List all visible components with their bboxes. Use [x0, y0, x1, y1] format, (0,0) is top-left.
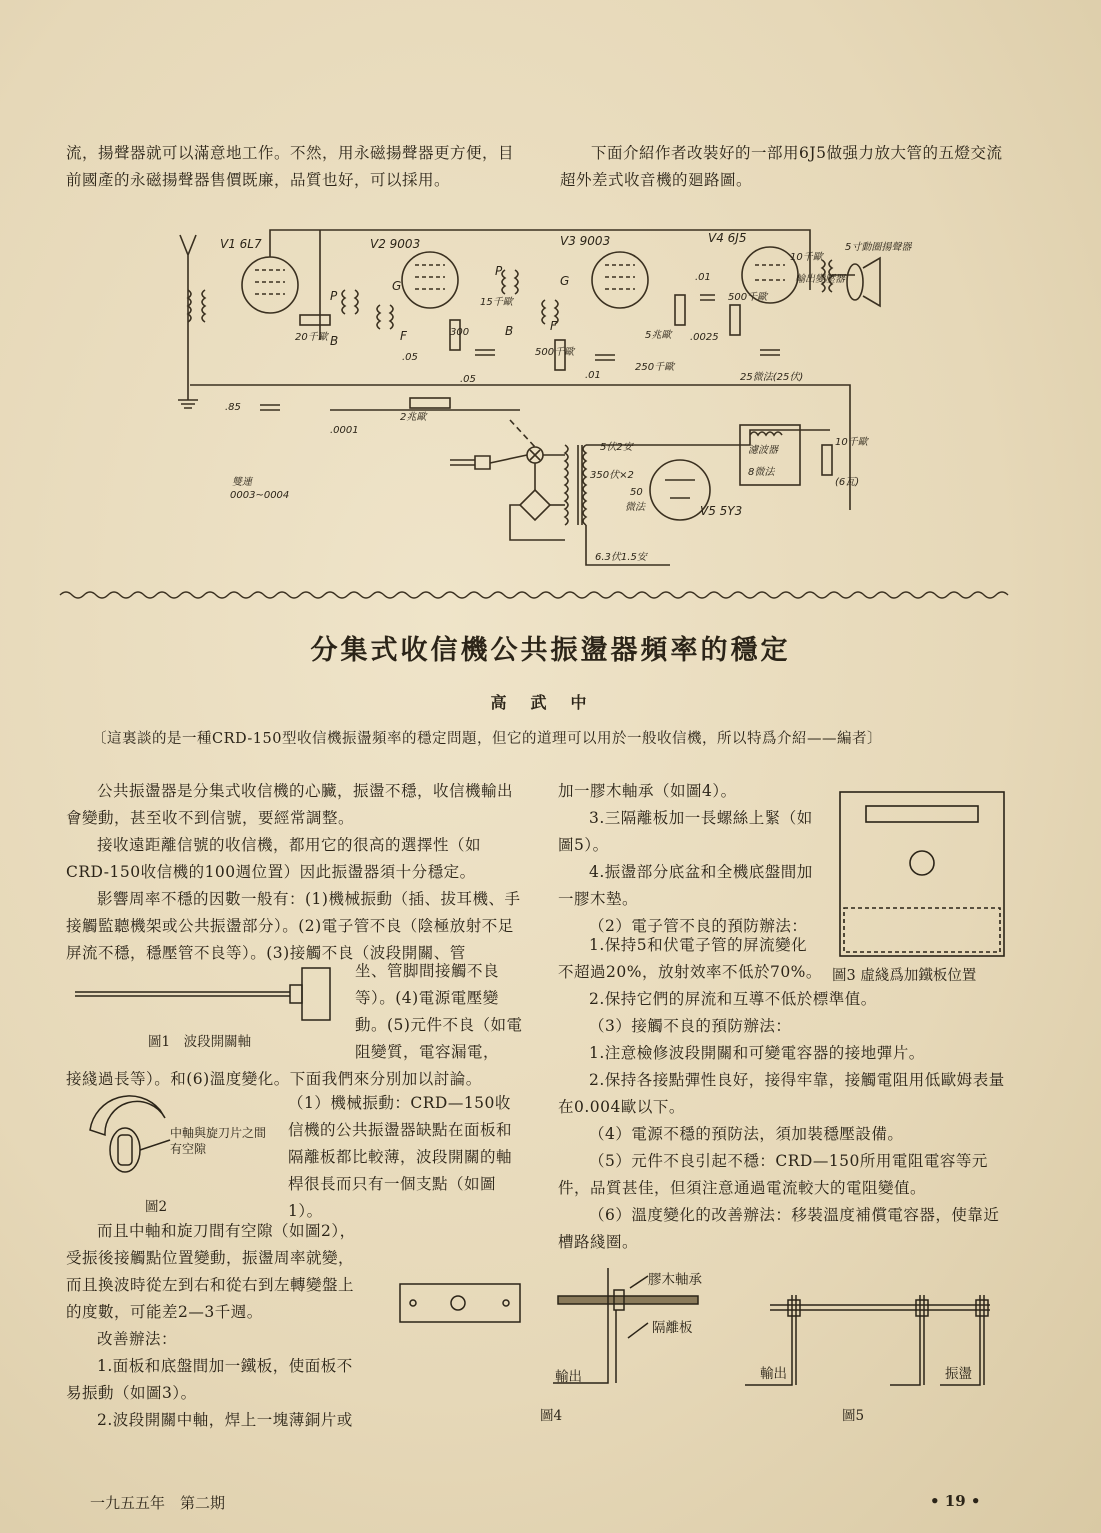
right-p3: 4.振盪部分底盆和全機底盤間加一膠木墊。: [558, 863, 813, 908]
figure-3-panel: [838, 790, 1008, 960]
label-r15k: 15千歐: [480, 297, 513, 308]
right-p9: 2.保持各接點彈性良好，接得牢靠，接觸電阻用低歐姆表量在0.004歐以下。: [558, 1071, 1005, 1116]
label-c50: 50: [630, 487, 643, 498]
figure-2-label: 中軸與旋刀片之間有空隙: [170, 1126, 267, 1156]
label-r20k: 20千歐: [295, 332, 328, 343]
intro-left-paragraph: 流，揚聲器就可以滿意地工作。不然，用永磁揚聲器更方便，目前國產的永磁揚聲器售價既廉，品質也好，可以採用。: [66, 144, 515, 189]
right-p8: 1.注意檢修波段開關和可變電容器的接地彈片。: [589, 1044, 925, 1062]
footer-issue: 一九五五年 第二期: [90, 1494, 226, 1512]
figure-4-label-bearing: 膠木軸承: [648, 1272, 702, 1288]
label-v2: V2 9003: [370, 237, 421, 251]
right-p6: 2.保持它們的屏流和互導不低於標準值。: [589, 990, 877, 1008]
left-p6: 改善辦法：: [97, 1330, 178, 1348]
figure-3-caption: 圖3 虛綫爲加鐵板位置: [832, 968, 977, 984]
label-r250k: 250千歐: [635, 362, 675, 373]
label-r300: 300: [450, 327, 470, 338]
left-p2: 接收遠距離信號的收信機，都用它的很高的選擇性（如CRD-150收信機的100週位置）因此振盪器須十分穩定。: [66, 836, 482, 881]
right-p11: （5）元件不良引起不穩：CRD—150所用電阻電容等元件，品質甚佳，但須注意通過電流較大的電阻變值。: [558, 1152, 988, 1197]
label-filter2: 8微法: [748, 467, 775, 478]
label-b1: B: [330, 334, 339, 348]
label-r500: 500千歐: [728, 292, 768, 303]
label-p1: P: [330, 289, 338, 303]
label-c0001: .0001: [330, 425, 359, 436]
figure-1-shaft: [70, 960, 340, 1020]
label-out: 輸出變壓器: [795, 274, 845, 285]
label-c01b: .01: [695, 272, 711, 283]
label-v3: V3 9003: [560, 234, 611, 248]
label-c01a: .01: [585, 370, 601, 381]
label-r2m: 2兆歐: [400, 412, 427, 423]
label-filter: 濾波器: [748, 445, 778, 456]
label-v5: V5 5Y3: [700, 504, 743, 518]
label-cap25: 25微法(25伏): [740, 372, 804, 383]
article-author: 高武中: [490, 693, 611, 712]
right-p1: 加一膠木軸承（如圖4）。: [558, 782, 737, 800]
right-p12: （6）溫度變化的改善辦法：移裝溫度補償電容器，使靠近槽路綫圈。: [558, 1206, 1000, 1251]
figure-4-caption: 圖4: [540, 1408, 563, 1424]
right-p4: （2）電子管不良的預防辦法：: [589, 917, 808, 935]
label-b2: B: [505, 324, 514, 338]
wavy-divider: [60, 588, 1010, 602]
figure-1-caption: 圖1 波段開關軸: [148, 1034, 252, 1050]
label-p2: P: [495, 264, 503, 278]
panel-plate-figure: [398, 1282, 523, 1324]
left-p3b: 坐、管脚間接觸不良等）。(4)電源電壓變動。(5)元件不良（如電阻變質，電容漏電，: [355, 962, 523, 1061]
article-title: 分集式收信機公共振盪器頻率的穩定: [310, 635, 791, 666]
label-v4: V4 6J5: [708, 231, 747, 245]
figure-5-partitions: [740, 1280, 1010, 1400]
label-c0025: .0025: [690, 332, 719, 343]
label-f2: F: [550, 319, 557, 333]
label-t5v: 5伏2安: [600, 442, 633, 453]
right-p7: （3）接觸不良的預防辦法：: [589, 1017, 792, 1035]
right-column-lower: [558, 986, 1008, 1256]
label-t63: 6.3伏1.5安: [595, 552, 647, 563]
right-p2: 3.三隔離板加一長螺絲上緊（如圖5）。: [558, 809, 813, 854]
figure-5-label-output: 輸出: [760, 1366, 787, 1382]
circuit-schematic: [150, 220, 912, 590]
label-r6w: (6瓦): [835, 477, 860, 488]
label-c05b: .05: [460, 374, 476, 385]
left-p3c: 接綫過長等）。和(6)溫度變化。下面我們來分別加以討論。: [66, 1070, 482, 1088]
figure-2-caption: 圖2: [145, 1199, 168, 1215]
left-p5: 而且中軸和旋刀間有空隙（如圖2），受振後接觸點位置變動，振盪周率就變，而且換波時從左到右和從右到左轉變盤上的度數，可能差2—3千週。: [66, 1222, 356, 1321]
label-t350: 350伏×2: [590, 470, 634, 481]
label-g1: G: [392, 279, 402, 293]
label-v1: V1 6L7: [220, 237, 262, 251]
label-r10k: 10千歐: [790, 252, 823, 263]
label-r500k: 500千歐: [535, 347, 575, 358]
figure-5-label-osc: 振盪: [945, 1366, 972, 1382]
footer-page-number: • 19 •: [930, 1492, 981, 1510]
figure-5-caption: 圖5: [842, 1408, 865, 1424]
right-p10: （4）電源不穩的預防法，須加裝穩壓設備。: [589, 1125, 904, 1143]
label-speaker: 5寸動圈揚聲器: [845, 242, 912, 253]
editor-note: 〔這裏談的是一種CRD-150型收信機振盪頻率的穩定問題，但它的道理可以用於一般收信機，所以特爲介紹——編者〕: [92, 731, 882, 747]
label-c85: .85: [225, 402, 241, 413]
label-c0003: 0003~0004: [230, 490, 290, 501]
label-c05a: .05: [402, 352, 418, 363]
figure-4-label-output: 輸出: [555, 1369, 582, 1385]
right-column-top: [558, 778, 828, 940]
left-p3a: 影響周率不穩的因數一般有：(1)機械振動（插、拔耳機、手接觸監聽機架或公共振盪部分）。(2)電子管不良（陰極放射不足屏流不穩，穩壓管不良等）。(3)接觸不良（波段開關、管: [66, 890, 521, 962]
label-r10k2: 10千歐: [835, 437, 868, 448]
label-g2: G: [560, 274, 570, 288]
left-p7: 1.面板和底盤間加一鐵板，使面板不易振動（如圖3）。: [66, 1357, 353, 1402]
label-tune: 雙連: [232, 477, 252, 488]
figure-4-label-partition: 隔離板: [652, 1320, 693, 1336]
label-r5m: 5兆歐: [645, 330, 672, 341]
label-f1: F: [400, 329, 407, 343]
left-p8: 2.波段開關中軸，焊上一塊薄銅片或: [97, 1411, 353, 1429]
left-p1: 公共振盪器是分集式收信機的心臟，振盪不穩，收信機輸出會變動，甚至收不到信號，要經常調整。: [66, 782, 514, 827]
right-p5: 1.保持5和伏電子管的屏流變化不超過20%，放射效率不低於70%。: [558, 936, 822, 981]
left-column: [66, 778, 524, 967]
intro-right-paragraph: 下面介紹作者改裝好的一部用6J5做强力放大管的五燈交流超外差式收音機的廻路圖。: [560, 144, 1003, 189]
label-c50b: 微法: [625, 502, 645, 513]
left-p4: （1）機械振動：CRD—150收信機的公共振盪器缺點在面板和隔離板都比較薄，波段開關的軸桿很長而只有一個支點（如圖1）。: [288, 1094, 513, 1220]
